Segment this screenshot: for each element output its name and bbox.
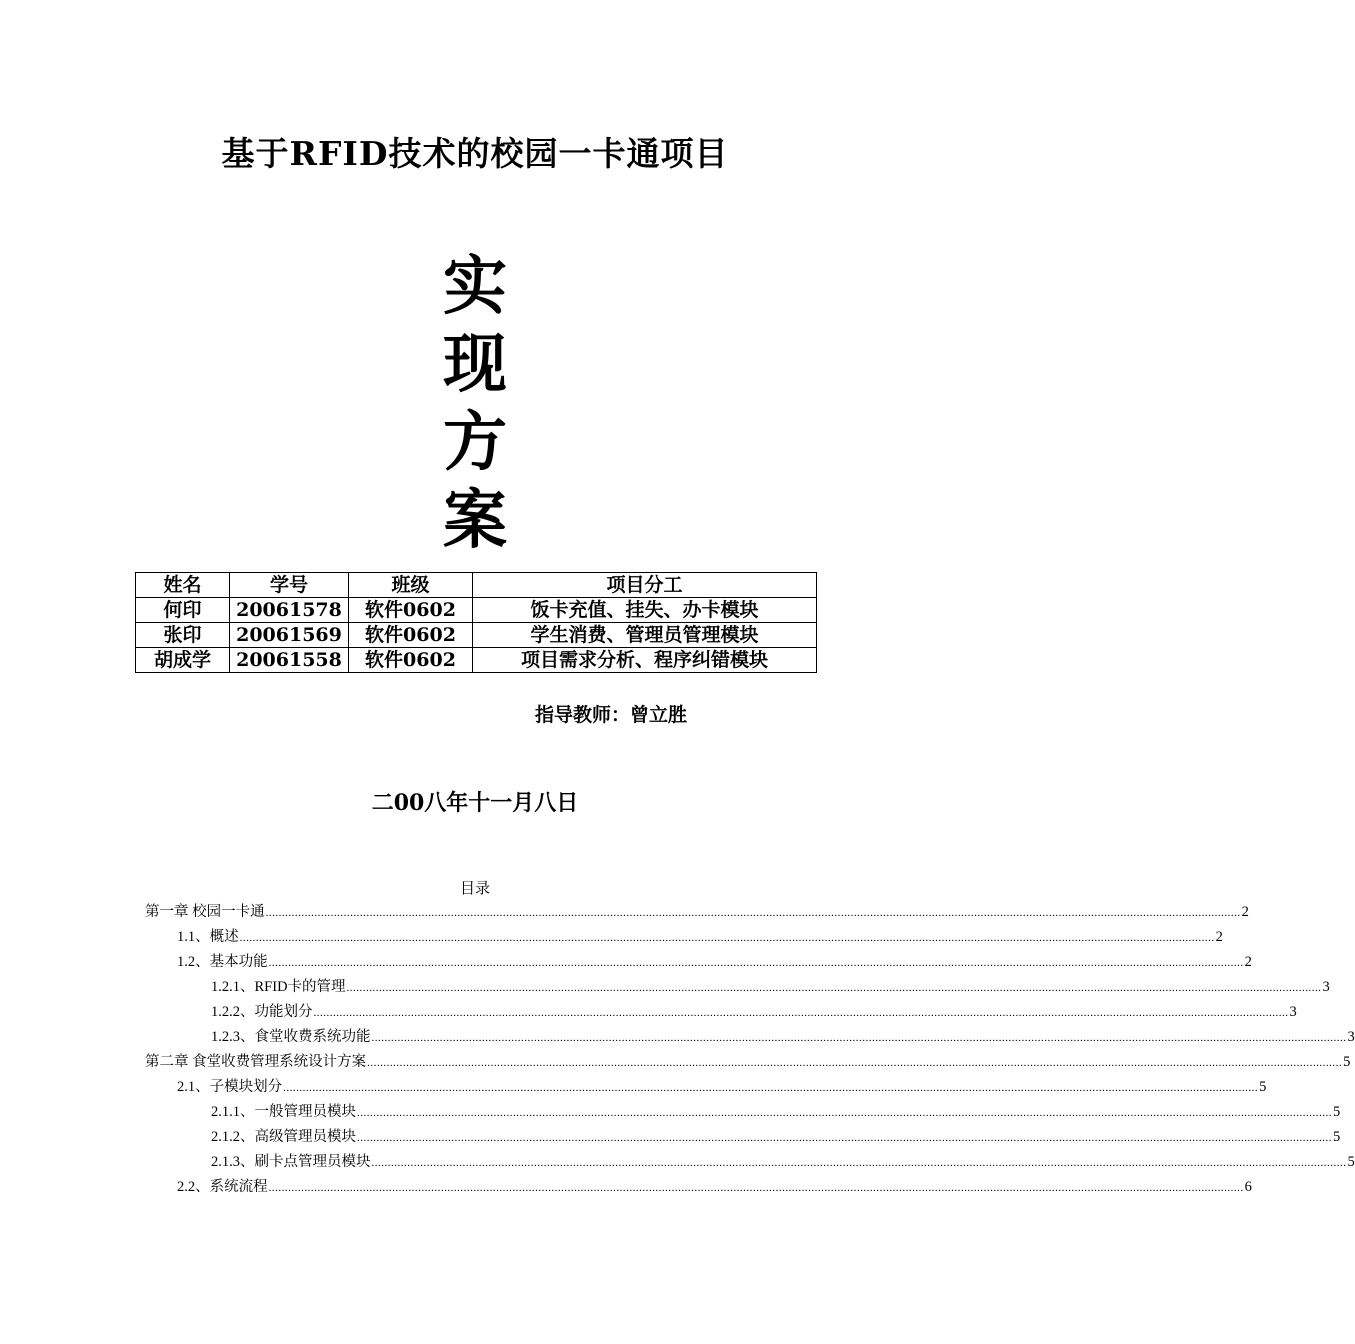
header-task-division: 项目分工 (473, 573, 817, 598)
cell-class: 软件0602 (349, 623, 473, 648)
toc-entry-label: 1.1、概述 (177, 929, 239, 945)
toc-dot-leader: ............................................................................................................................................................................................................................................................................................................ (371, 1157, 1347, 1169)
toc-entry-page: 2 (1241, 904, 1249, 920)
toc-entry-label: 2.1.2、高级管理员模块 (211, 1129, 356, 1145)
advisor-line: 指导教师：曾立胜 (535, 704, 688, 726)
toc-entry[interactable] (145, 950, 1252, 975)
toc-entry-page: 6 (1244, 1179, 1252, 1195)
cell-task: 学生消费、管理员管理模块 (473, 623, 817, 648)
header-student-id: 学号 (230, 573, 349, 598)
cell-task: 项目需求分析、程序纠错模块 (473, 648, 817, 673)
toc-entry[interactable] (145, 1100, 1341, 1125)
toc-entry-page: 5 (1333, 1104, 1341, 1120)
toc-entry[interactable] (145, 1025, 1355, 1050)
toc-entry[interactable] (145, 900, 1249, 925)
toc-entry-page: 2 (1215, 929, 1223, 945)
cell-student-id: 20061569 (230, 623, 349, 648)
toc-entry-page: 3 (1289, 1004, 1297, 1020)
toc-entry[interactable] (145, 1075, 1267, 1100)
cell-class: 软件0602 (349, 598, 473, 623)
toc-entry-page: 3 (1347, 1029, 1355, 1045)
toc-entry-label: 2.1.1、一般管理员模块 (211, 1104, 356, 1120)
document-date: 二00八年十一月八日 (371, 790, 579, 816)
header-class: 班级 (349, 573, 473, 598)
toc-dot-leader: ............................................................................................................................................................................................................................................................................................................ (357, 1107, 1332, 1119)
document-subtitle-vertical (0, 248, 950, 560)
table-row (136, 598, 817, 623)
toc-entry-page: 2 (1244, 954, 1252, 970)
toc-entry-page: 5 (1259, 1079, 1267, 1095)
toc-heading: 目录 (459, 881, 490, 897)
toc-entry-page: 5 (1343, 1054, 1351, 1070)
toc-dot-leader: ............................................................................................................................................................................................................................................................................................................ (268, 957, 1244, 969)
toc-entry-page: 5 (1333, 1129, 1341, 1145)
toc-entry[interactable] (145, 1050, 1351, 1075)
toc-dot-leader: ............................................................................................................................................................................................................................................................................................................ (367, 1057, 1343, 1069)
toc-dot-leader: ............................................................................................................................................................................................................................................................................................................ (313, 1007, 1289, 1019)
toc-entry-page: 5 (1347, 1154, 1355, 1170)
toc-entry[interactable] (145, 1000, 1297, 1025)
toc-entry[interactable] (145, 925, 1223, 950)
toc-entry-label: 2.1、子模块划分 (177, 1079, 283, 1095)
cell-name: 何印 (136, 598, 230, 623)
toc-entry-label: 第二章 食堂收费管理系统设计方案 (145, 1054, 367, 1070)
team-member-table (135, 572, 817, 673)
toc-entry-label: 2.2、系统流程 (177, 1179, 268, 1195)
toc-dot-leader: ............................................................................................................................................................................................................................................................................................................ (268, 1182, 1244, 1194)
toc-entry-label: 第一章 校园一卡通 (145, 904, 265, 920)
toc-entry-label: 1.2、基本功能 (177, 954, 268, 970)
table-row (136, 623, 817, 648)
toc-entry[interactable] (145, 1125, 1341, 1150)
subtitle-char: 案 (443, 483, 507, 558)
table-of-contents (145, 900, 1355, 1200)
toc-dot-leader: ............................................................................................................................................................................................................................................................................................................ (346, 982, 1322, 994)
subtitle-char: 实 (443, 249, 507, 324)
table-header-row (136, 573, 817, 598)
toc-entry-page: 3 (1322, 979, 1330, 995)
toc-entry-label: 1.2.1、RFID卡的管理 (211, 979, 346, 995)
toc-entry[interactable] (145, 1150, 1355, 1175)
toc-dot-leader: ............................................................................................................................................................................................................................................................................................................ (357, 1132, 1332, 1144)
toc-entry-label: 2.1.3、刷卡点管理员模块 (211, 1154, 371, 1170)
cell-student-id: 20061558 (230, 648, 349, 673)
toc-dot-leader: ............................................................................................................................................................................................................................................................................................................ (239, 932, 1215, 944)
toc-entry[interactable] (145, 975, 1330, 1000)
document-title: 基于RFID技术的校园一卡通项目 (221, 134, 729, 173)
toc-dot-leader: ............................................................................................................................................................................................................................................................................................................ (283, 1082, 1259, 1094)
subtitle-char: 方 (443, 405, 507, 480)
toc-entry-label: 1.2.3、食堂收费系统功能 (211, 1029, 371, 1045)
toc-entry-label: 1.2.2、功能划分 (211, 1004, 313, 1020)
toc-dot-leader: ............................................................................................................................................................................................................................................................................................................ (265, 907, 1241, 919)
header-name: 姓名 (136, 573, 230, 598)
table-row (136, 648, 817, 673)
cell-class: 软件0602 (349, 648, 473, 673)
cell-task: 饭卡充值、挂失、办卡模块 (473, 598, 817, 623)
toc-entry[interactable] (145, 1175, 1252, 1200)
cell-student-id: 20061578 (230, 598, 349, 623)
cell-name: 胡成学 (136, 648, 230, 673)
subtitle-char: 现 (443, 327, 507, 402)
cell-name: 张印 (136, 623, 230, 648)
toc-dot-leader: ............................................................................................................................................................................................................................................................................................................ (371, 1032, 1347, 1044)
